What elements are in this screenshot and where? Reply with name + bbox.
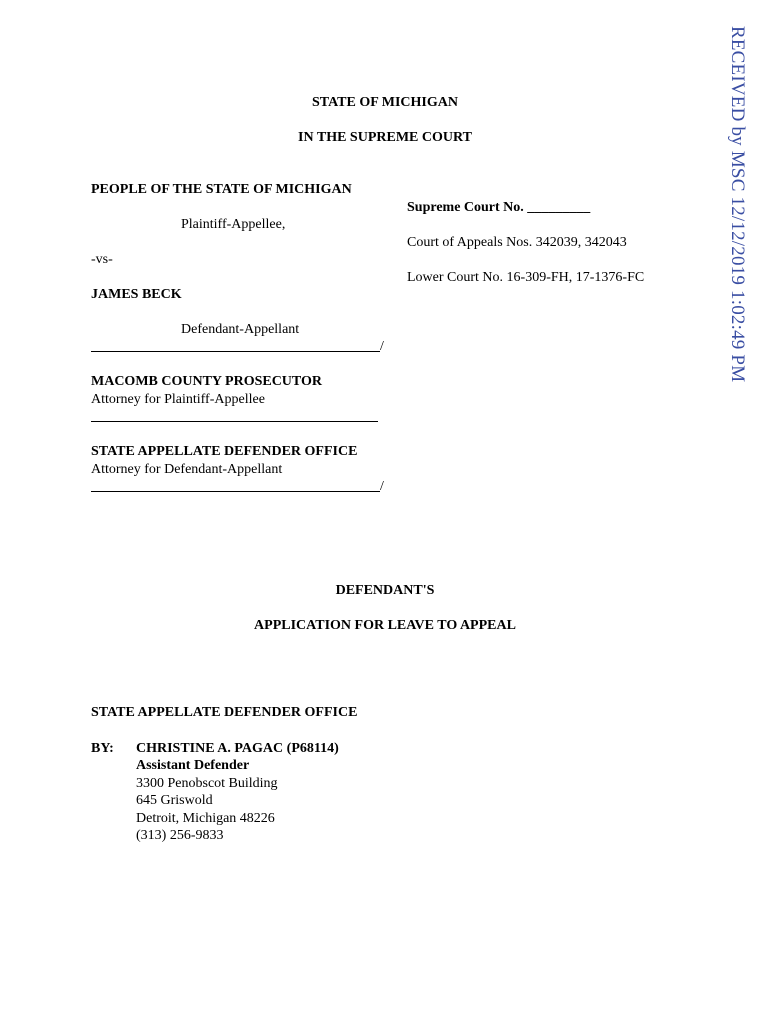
address-line3: Detroit, Michigan 48226 — [136, 811, 275, 826]
prosecutor-role: Attorney for Plaintiff-Appellee — [91, 392, 265, 407]
lower-court-number: Lower Court No. 16-309-FH, 17-1376-FC — [407, 270, 645, 285]
attorney-name: CHRISTINE A. PAGAC (P68114) — [136, 741, 339, 756]
defendant-role: Defendant-Appellant — [181, 322, 300, 337]
prosecutor-divider — [91, 421, 378, 422]
plaintiff-name: PEOPLE OF THE STATE OF MICHIGAN — [91, 182, 352, 197]
defender-name: STATE APPELLATE DEFENDER OFFICE — [91, 444, 358, 459]
signature-by-label: BY: — [91, 741, 114, 756]
received-stamp: RECEIVED by MSC 12/12/2019 1:02:49 PM — [727, 26, 748, 383]
document-title-line1: DEFENDANT'S — [335, 583, 435, 598]
defender-slash: / — [380, 479, 384, 494]
caption-divider — [91, 351, 380, 352]
supreme-court-number: Supreme Court No. _________ — [407, 200, 591, 215]
court-heading: IN THE SUPREME COURT — [298, 130, 472, 145]
phone-number: (313) 256-9833 — [136, 828, 224, 843]
address-line1: 3300 Penobscot Building — [136, 776, 278, 791]
versus-label: -vs- — [91, 252, 113, 267]
address-line2: 645 Griswold — [136, 793, 213, 808]
defender-role: Attorney for Defendant-Appellant — [91, 462, 283, 477]
plaintiff-role: Plaintiff-Appellee, — [181, 217, 286, 232]
attorney-position: Assistant Defender — [136, 758, 250, 773]
court-of-appeals-numbers: Court of Appeals Nos. 342039, 342043 — [407, 235, 627, 250]
state-heading: STATE OF MICHIGAN — [312, 95, 458, 110]
defender-divider — [91, 491, 380, 492]
signature-office: STATE APPELLATE DEFENDER OFFICE — [91, 705, 358, 720]
defendant-name: JAMES BECK — [91, 287, 182, 302]
caption-slash: / — [380, 339, 384, 354]
document-title-line2: APPLICATION FOR LEAVE TO APPEAL — [254, 618, 516, 633]
prosecutor-name: MACOMB COUNTY PROSECUTOR — [91, 374, 323, 389]
